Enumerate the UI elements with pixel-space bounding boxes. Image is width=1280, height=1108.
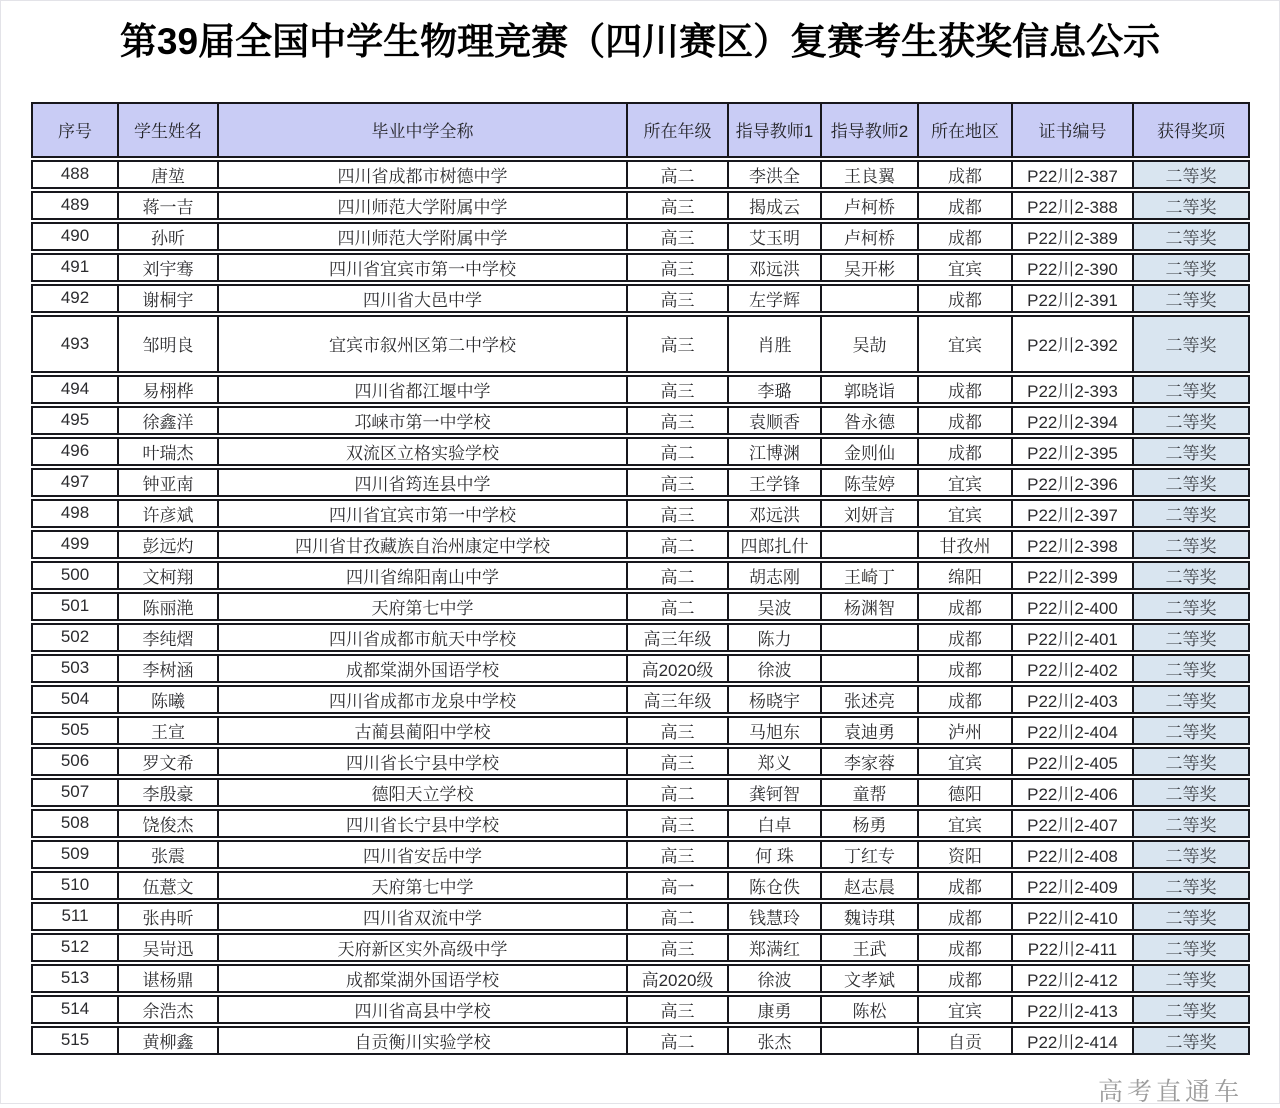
cell-certificate-no: P22川2-403 — [1013, 685, 1134, 714]
cell-certificate-no: P22川2-391 — [1013, 284, 1134, 313]
cell-teacher2 — [822, 530, 919, 559]
cell-teacher1: 钱慧玲 — [729, 902, 822, 931]
cell-award: 二等奖 — [1134, 315, 1250, 373]
cell-school: 四川省甘孜藏族自治州康定中学校 — [219, 530, 628, 559]
cell-school: 四川省成都市航天中学校 — [219, 623, 628, 652]
table-row — [31, 160, 1250, 189]
cell-teacher1: 四郎扎什 — [729, 530, 822, 559]
cell-region: 成都 — [919, 964, 1013, 993]
cell-student-name: 邹明良 — [119, 315, 219, 373]
cell-grade: 高二 — [628, 778, 729, 807]
cell-index: 492 — [31, 284, 119, 313]
cell-school: 四川师范大学附属中学 — [219, 191, 628, 220]
cell-student-name: 罗文希 — [119, 747, 219, 776]
cell-award: 二等奖 — [1134, 809, 1250, 838]
cell-school: 成都棠湖外国语学校 — [219, 654, 628, 683]
cell-grade: 高一 — [628, 871, 729, 900]
cell-award: 二等奖 — [1134, 747, 1250, 776]
cell-index: 498 — [31, 499, 119, 528]
cell-school: 天府新区实外高级中学 — [219, 933, 628, 962]
cell-teacher2: 卢柯桥 — [822, 191, 919, 220]
cell-grade: 高二 — [628, 530, 729, 559]
cell-award: 二等奖 — [1134, 623, 1250, 652]
cell-certificate-no: P22川2-396 — [1013, 468, 1134, 497]
cell-student-name: 伍薏文 — [119, 871, 219, 900]
cell-teacher2 — [822, 284, 919, 313]
cell-grade: 高二 — [628, 160, 729, 189]
cell-award: 二等奖 — [1134, 253, 1250, 282]
cell-teacher1: 揭成云 — [729, 191, 822, 220]
cell-index: 510 — [31, 871, 119, 900]
cell-school: 四川省成都市树德中学 — [219, 160, 628, 189]
cell-student-name: 易栩桦 — [119, 375, 219, 404]
cell-grade: 高2020级 — [628, 964, 729, 993]
cell-teacher1: 陈仓佚 — [729, 871, 822, 900]
cell-certificate-no: P22川2-404 — [1013, 716, 1134, 745]
column-header-school: 毕业中学全称 — [219, 102, 628, 158]
cell-teacher2: 文孝斌 — [822, 964, 919, 993]
table-row — [31, 315, 1250, 373]
cell-grade: 高三 — [628, 995, 729, 1024]
cell-grade: 高二 — [628, 561, 729, 590]
cell-teacher2: 陈松 — [822, 995, 919, 1024]
cell-grade: 高三 — [628, 315, 729, 373]
cell-teacher2: 袁迪勇 — [822, 716, 919, 745]
cell-certificate-no: P22川2-392 — [1013, 315, 1134, 373]
cell-award: 二等奖 — [1134, 284, 1250, 313]
cell-school: 宜宾市叙州区第二中学校 — [219, 315, 628, 373]
cell-teacher1: 徐波 — [729, 654, 822, 683]
cell-school: 古蔺县蔺阳中学校 — [219, 716, 628, 745]
cell-index: 507 — [31, 778, 119, 807]
table-row — [31, 778, 1250, 807]
cell-school: 邛崃市第一中学校 — [219, 406, 628, 435]
cell-index: 494 — [31, 375, 119, 404]
cell-region: 成都 — [919, 654, 1013, 683]
cell-index: 490 — [31, 222, 119, 251]
cell-region: 成都 — [919, 375, 1013, 404]
cell-teacher1: 吴波 — [729, 592, 822, 621]
cell-student-name: 许彦斌 — [119, 499, 219, 528]
cell-certificate-no: P22川2-395 — [1013, 437, 1134, 466]
cell-school: 四川省安岳中学 — [219, 840, 628, 869]
cell-teacher2 — [822, 1026, 919, 1055]
cell-index: 495 — [31, 406, 119, 435]
cell-student-name: 彭远灼 — [119, 530, 219, 559]
table-header — [31, 102, 1250, 158]
cell-teacher1: 袁顺香 — [729, 406, 822, 435]
cell-teacher2: 丁红专 — [822, 840, 919, 869]
cell-grade: 高二 — [628, 437, 729, 466]
table-row — [31, 1026, 1250, 1055]
cell-school: 四川省绵阳南山中学 — [219, 561, 628, 590]
cell-teacher2: 吴开彬 — [822, 253, 919, 282]
cell-award: 二等奖 — [1134, 222, 1250, 251]
column-header-teacher1: 指导教师1 — [729, 102, 822, 158]
cell-award: 二等奖 — [1134, 437, 1250, 466]
cell-school: 天府第七中学 — [219, 871, 628, 900]
cell-grade: 高三 — [628, 840, 729, 869]
cell-teacher1: 马旭东 — [729, 716, 822, 745]
cell-teacher1: 王学锋 — [729, 468, 822, 497]
cell-school: 四川省宜宾市第一中学校 — [219, 499, 628, 528]
cell-certificate-no: P22川2-400 — [1013, 592, 1134, 621]
cell-school: 四川省长宁县中学校 — [219, 809, 628, 838]
cell-certificate-no: P22川2-412 — [1013, 964, 1134, 993]
cell-teacher1: 白卓 — [729, 809, 822, 838]
cell-index: 503 — [31, 654, 119, 683]
cell-student-name: 吴岢迅 — [119, 933, 219, 962]
cell-award: 二等奖 — [1134, 716, 1250, 745]
cell-certificate-no: P22川2-405 — [1013, 747, 1134, 776]
cell-certificate-no: P22川2-406 — [1013, 778, 1134, 807]
cell-region: 成都 — [919, 685, 1013, 714]
cell-teacher2: 李家蓉 — [822, 747, 919, 776]
column-header-region: 所在地区 — [919, 102, 1013, 158]
cell-certificate-no: P22川2-407 — [1013, 809, 1134, 838]
cell-region: 宜宾 — [919, 499, 1013, 528]
table-row — [31, 191, 1250, 220]
cell-award: 二等奖 — [1134, 995, 1250, 1024]
cell-region: 成都 — [919, 871, 1013, 900]
cell-award: 二等奖 — [1134, 1026, 1250, 1055]
cell-award: 二等奖 — [1134, 840, 1250, 869]
cell-region: 成都 — [919, 933, 1013, 962]
cell-certificate-no: P22川2-409 — [1013, 871, 1134, 900]
cell-certificate-no: P22川2-402 — [1013, 654, 1134, 683]
cell-student-name: 叶瑞杰 — [119, 437, 219, 466]
cell-region: 成都 — [919, 406, 1013, 435]
table-row — [31, 561, 1250, 590]
cell-teacher1: 郑义 — [729, 747, 822, 776]
cell-teacher1: 张杰 — [729, 1026, 822, 1055]
cell-student-name: 唐堃 — [119, 160, 219, 189]
cell-certificate-no: P22川2-411 — [1013, 933, 1134, 962]
cell-school: 四川省都江堰中学 — [219, 375, 628, 404]
cell-region: 成都 — [919, 160, 1013, 189]
cell-teacher1: 陈力 — [729, 623, 822, 652]
cell-award: 二等奖 — [1134, 933, 1250, 962]
cell-region: 成都 — [919, 623, 1013, 652]
cell-index: 514 — [31, 995, 119, 1024]
cell-school: 四川师范大学附属中学 — [219, 222, 628, 251]
cell-index: 512 — [31, 933, 119, 962]
watermark: 高考直通车 — [1097, 1077, 1243, 1106]
cell-teacher2: 赵志晨 — [822, 871, 919, 900]
cell-teacher2: 王崎丁 — [822, 561, 919, 590]
cell-index: 505 — [31, 716, 119, 745]
cell-award: 二等奖 — [1134, 499, 1250, 528]
cell-teacher1: 肖胜 — [729, 315, 822, 373]
page-title: 第39届全国中学生物理竞赛（四川赛区）复赛考生获奖信息公示 — [119, 21, 1161, 62]
cell-index: 513 — [31, 964, 119, 993]
table-row — [31, 809, 1250, 838]
cell-teacher1: 康勇 — [729, 995, 822, 1024]
cell-grade: 高三 — [628, 375, 729, 404]
cell-teacher1: 左学辉 — [729, 284, 822, 313]
cell-school: 天府第七中学 — [219, 592, 628, 621]
table-row — [31, 871, 1250, 900]
cell-teacher1: 郑满红 — [729, 933, 822, 962]
cell-grade: 高三 — [628, 284, 729, 313]
cell-student-name: 刘宇骞 — [119, 253, 219, 282]
header-row — [31, 102, 1250, 158]
cell-region: 成都 — [919, 902, 1013, 931]
cell-student-name: 李树涵 — [119, 654, 219, 683]
table-row — [31, 747, 1250, 776]
cell-region: 宜宾 — [919, 747, 1013, 776]
cell-school: 四川省大邑中学 — [219, 284, 628, 313]
cell-award: 二等奖 — [1134, 406, 1250, 435]
cell-teacher1: 胡志刚 — [729, 561, 822, 590]
cell-award: 二等奖 — [1134, 160, 1250, 189]
cell-award: 二等奖 — [1134, 530, 1250, 559]
cell-region: 泸州 — [919, 716, 1013, 745]
cell-school: 四川省筠连县中学 — [219, 468, 628, 497]
table-row — [31, 530, 1250, 559]
cell-index: 511 — [31, 902, 119, 931]
cell-school: 双流区立格实验学校 — [219, 437, 628, 466]
cell-award: 二等奖 — [1134, 375, 1250, 404]
table-row — [31, 284, 1250, 313]
cell-index: 489 — [31, 191, 119, 220]
table-row — [31, 468, 1250, 497]
cell-grade: 高三年级 — [628, 685, 729, 714]
table-row — [31, 964, 1250, 993]
cell-index: 506 — [31, 747, 119, 776]
cell-school: 四川省宜宾市第一中学校 — [219, 253, 628, 282]
cell-grade: 高三 — [628, 747, 729, 776]
cell-index: 491 — [31, 253, 119, 282]
cell-grade: 高三 — [628, 222, 729, 251]
cell-teacher1: 邓远洪 — [729, 253, 822, 282]
cell-teacher2: 张述亮 — [822, 685, 919, 714]
cell-student-name: 陈曦 — [119, 685, 219, 714]
cell-grade: 高三 — [628, 499, 729, 528]
cell-teacher1: 徐波 — [729, 964, 822, 993]
cell-student-name: 徐鑫洋 — [119, 406, 219, 435]
cell-certificate-no: P22川2-387 — [1013, 160, 1134, 189]
cell-teacher1: 杨晓宇 — [729, 685, 822, 714]
cell-school: 四川省长宁县中学校 — [219, 747, 628, 776]
cell-region: 成都 — [919, 222, 1013, 251]
cell-teacher1: 李璐 — [729, 375, 822, 404]
cell-index: 515 — [31, 1026, 119, 1055]
cell-grade: 高三 — [628, 809, 729, 838]
cell-index: 502 — [31, 623, 119, 652]
cell-region: 自贡 — [919, 1026, 1013, 1055]
cell-student-name: 李殷豪 — [119, 778, 219, 807]
cell-student-name: 孙昕 — [119, 222, 219, 251]
table-row — [31, 716, 1250, 745]
cell-index: 497 — [31, 468, 119, 497]
cell-student-name: 钟亚南 — [119, 468, 219, 497]
column-header-index: 序号 — [31, 102, 119, 158]
table-row — [31, 437, 1250, 466]
cell-award: 二等奖 — [1134, 685, 1250, 714]
cell-certificate-no: P22川2-389 — [1013, 222, 1134, 251]
table-row — [31, 375, 1250, 404]
table-row — [31, 685, 1250, 714]
cell-teacher2 — [822, 623, 919, 652]
cell-certificate-no: P22川2-413 — [1013, 995, 1134, 1024]
table-row — [31, 253, 1250, 282]
cell-teacher2: 王良翼 — [822, 160, 919, 189]
cell-school: 德阳天立学校 — [219, 778, 628, 807]
cell-student-name: 张震 — [119, 840, 219, 869]
table-row — [31, 840, 1250, 869]
table-row — [31, 623, 1250, 652]
cell-teacher1: 艾玉明 — [729, 222, 822, 251]
cell-school: 自贡衡川实验学校 — [219, 1026, 628, 1055]
cell-teacher2: 杨渊智 — [822, 592, 919, 621]
cell-school: 成都棠湖外国语学校 — [219, 964, 628, 993]
cell-grade: 高二 — [628, 902, 729, 931]
cell-region: 宜宾 — [919, 809, 1013, 838]
cell-index: 508 — [31, 809, 119, 838]
cell-grade: 高三 — [628, 253, 729, 282]
cell-school: 四川省成都市龙泉中学校 — [219, 685, 628, 714]
cell-student-name: 谢桐宇 — [119, 284, 219, 313]
cell-teacher2: 卢柯桥 — [822, 222, 919, 251]
cell-teacher2 — [822, 654, 919, 683]
table-row — [31, 933, 1250, 962]
cell-index: 504 — [31, 685, 119, 714]
cell-certificate-no: P22川2-397 — [1013, 499, 1134, 528]
cell-teacher2: 魏诗琪 — [822, 902, 919, 931]
cell-teacher2: 杨勇 — [822, 809, 919, 838]
cell-grade: 高三 — [628, 406, 729, 435]
table-body — [31, 160, 1250, 1055]
cell-region: 绵阳 — [919, 561, 1013, 590]
cell-student-name: 张冉昕 — [119, 902, 219, 931]
column-header-award: 获得奖项 — [1134, 102, 1250, 158]
table-row — [31, 499, 1250, 528]
cell-award: 二等奖 — [1134, 871, 1250, 900]
cell-grade: 高三 — [628, 191, 729, 220]
cell-certificate-no: P22川2-388 — [1013, 191, 1134, 220]
cell-award: 二等奖 — [1134, 561, 1250, 590]
cell-index: 493 — [31, 315, 119, 373]
table-row — [31, 902, 1250, 931]
cell-region: 成都 — [919, 592, 1013, 621]
cell-grade: 高二 — [628, 1026, 729, 1055]
cell-region: 宜宾 — [919, 315, 1013, 373]
cell-certificate-no: P22川2-399 — [1013, 561, 1134, 590]
table-row — [31, 654, 1250, 683]
cell-certificate-no: P22川2-408 — [1013, 840, 1134, 869]
cell-index: 496 — [31, 437, 119, 466]
cell-teacher1: 李洪全 — [729, 160, 822, 189]
cell-teacher1: 邓远洪 — [729, 499, 822, 528]
cell-student-name: 文柯翔 — [119, 561, 219, 590]
cell-index: 499 — [31, 530, 119, 559]
cell-student-name: 饶俊杰 — [119, 809, 219, 838]
table-row — [31, 592, 1250, 621]
cell-certificate-no: P22川2-390 — [1013, 253, 1134, 282]
cell-region: 宜宾 — [919, 253, 1013, 282]
cell-teacher2: 昝永德 — [822, 406, 919, 435]
table-row — [31, 222, 1250, 251]
column-header-student-name: 学生姓名 — [119, 102, 219, 158]
cell-teacher2: 吴劼 — [822, 315, 919, 373]
cell-award: 二等奖 — [1134, 902, 1250, 931]
cell-school: 四川省双流中学 — [219, 902, 628, 931]
cell-grade: 高三年级 — [628, 623, 729, 652]
cell-award: 二等奖 — [1134, 468, 1250, 497]
cell-teacher1: 江博渊 — [729, 437, 822, 466]
cell-teacher2: 陈莹婷 — [822, 468, 919, 497]
cell-region: 宜宾 — [919, 995, 1013, 1024]
cell-teacher2: 王武 — [822, 933, 919, 962]
cell-teacher1: 何 珠 — [729, 840, 822, 869]
cell-certificate-no: P22川2-410 — [1013, 902, 1134, 931]
cell-award: 二等奖 — [1134, 778, 1250, 807]
cell-region: 成都 — [919, 437, 1013, 466]
cell-region: 成都 — [919, 284, 1013, 313]
cell-student-name: 余浩杰 — [119, 995, 219, 1024]
column-header-grade: 所在年级 — [628, 102, 729, 158]
cell-region: 德阳 — [919, 778, 1013, 807]
cell-teacher2: 刘妍言 — [822, 499, 919, 528]
cell-school: 四川省高县中学校 — [219, 995, 628, 1024]
cell-region: 资阳 — [919, 840, 1013, 869]
cell-teacher2: 童帮 — [822, 778, 919, 807]
cell-certificate-no: P22川2-394 — [1013, 406, 1134, 435]
cell-certificate-no: P22川2-401 — [1013, 623, 1134, 652]
cell-certificate-no: P22川2-414 — [1013, 1026, 1134, 1055]
cell-grade: 高三 — [628, 716, 729, 745]
cell-student-name: 李纯熠 — [119, 623, 219, 652]
cell-student-name: 黄柳鑫 — [119, 1026, 219, 1055]
table-row — [31, 406, 1250, 435]
cell-certificate-no: P22川2-398 — [1013, 530, 1134, 559]
cell-student-name: 谌杨鼎 — [119, 964, 219, 993]
cell-grade: 高二 — [628, 592, 729, 621]
cell-award: 二等奖 — [1134, 592, 1250, 621]
cell-region: 宜宾 — [919, 468, 1013, 497]
cell-student-name: 陈丽滟 — [119, 592, 219, 621]
cell-student-name: 蒋一吉 — [119, 191, 219, 220]
cell-grade: 高三 — [628, 468, 729, 497]
cell-grade: 高2020级 — [628, 654, 729, 683]
results-table — [31, 100, 1250, 1057]
cell-index: 488 — [31, 160, 119, 189]
cell-teacher2: 郭晓诣 — [822, 375, 919, 404]
cell-index: 509 — [31, 840, 119, 869]
cell-teacher2: 金则仙 — [822, 437, 919, 466]
column-header-certificate-no: 证书编号 — [1013, 102, 1134, 158]
cell-award: 二等奖 — [1134, 964, 1250, 993]
cell-teacher1: 龚钶智 — [729, 778, 822, 807]
column-header-teacher2: 指导教师2 — [822, 102, 919, 158]
cell-award: 二等奖 — [1134, 191, 1250, 220]
cell-region: 甘孜州 — [919, 530, 1013, 559]
cell-grade: 高三 — [628, 933, 729, 962]
cell-region: 成都 — [919, 191, 1013, 220]
cell-award: 二等奖 — [1134, 654, 1250, 683]
cell-index: 500 — [31, 561, 119, 590]
cell-index: 501 — [31, 592, 119, 621]
table-row — [31, 995, 1250, 1024]
cell-certificate-no: P22川2-393 — [1013, 375, 1134, 404]
cell-student-name: 王宣 — [119, 716, 219, 745]
